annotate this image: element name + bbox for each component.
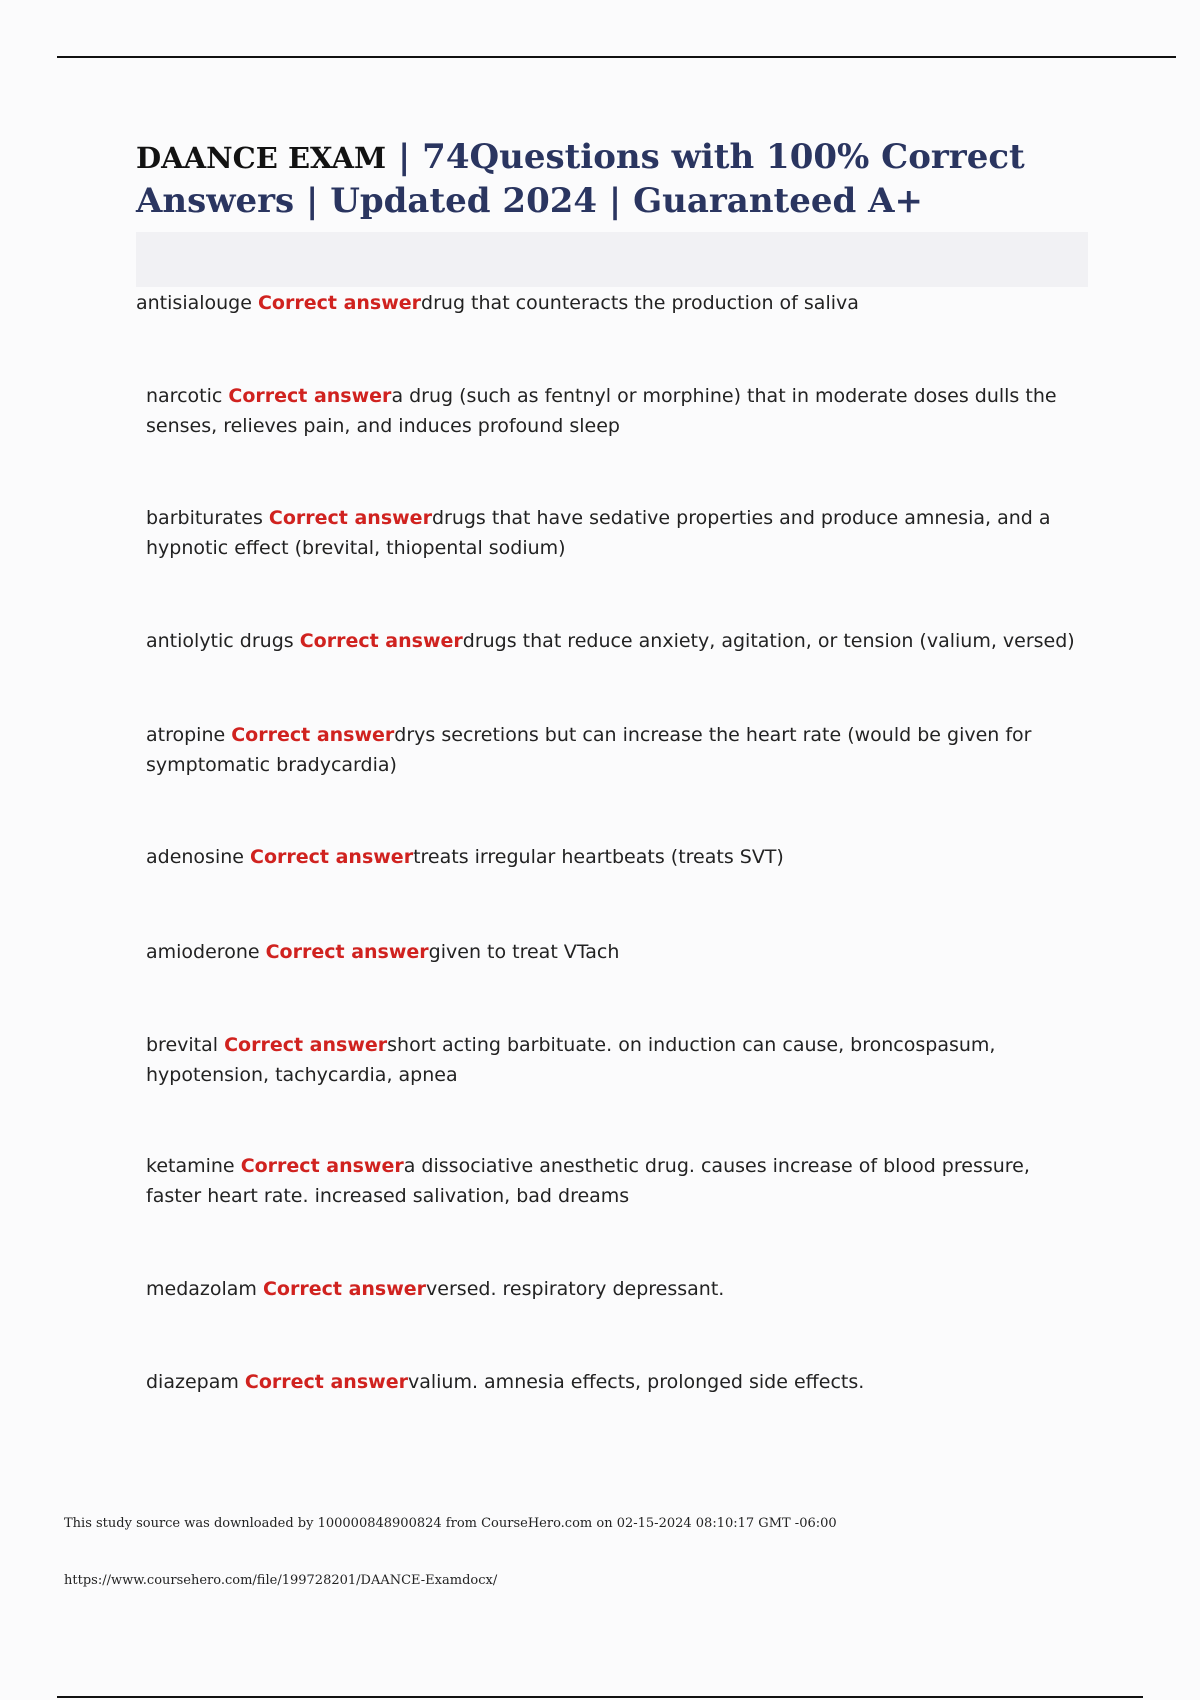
correct-answer-label: Correct answer — [224, 1034, 388, 1056]
title-rest: | 74Questions with 100% Correct Answers | Updated 2024 | Guaranteed A+ — [136, 137, 1025, 221]
qa-item: amioderone Correct answergiven to treat VTach — [146, 941, 620, 963]
source-url[interactable]: https://www.coursehero.com/file/199728201/DAANCE-Examdocx/ — [64, 1573, 498, 1588]
title-shade-band — [136, 232, 1088, 287]
qa-item: antisialouge Correct answerdrug that counteracts the production of saliva — [136, 292, 859, 314]
download-note: This study source was downloaded by 100000848900824 from CourseHero.com on 02-15-2024 08:10:17 GMT -06:00 — [64, 1516, 837, 1531]
correct-answer-label: Correct answer — [240, 1155, 404, 1177]
correct-answer-label: Correct answer — [262, 1278, 427, 1300]
correct-answer-label: Correct answer — [228, 385, 392, 407]
correct-answer-label: Correct answer — [231, 724, 395, 746]
top-rule — [57, 56, 1176, 58]
correct-answer-label: Correct answer — [299, 630, 463, 652]
qa-item: ketamine Correct answera dissociative anesthetic drug. causes increase of blood pressure, faster heart rate. increased salivation, bad dreams — [146, 1155, 1030, 1207]
correct-answer-label: Correct answer — [265, 941, 429, 963]
qa-item: atropine Correct answerdrys secretions but can increase the heart rate (would be given for symptomatic bradycardia) — [146, 724, 1032, 776]
qa-item: diazepam Correct answervalium. amnesia effects, prolonged side effects. — [146, 1371, 865, 1393]
correct-answer-label: Correct answer — [250, 846, 414, 868]
document-title — [136, 136, 1096, 223]
correct-answer-label: Correct answer — [268, 507, 432, 529]
qa-item: medazolam Correct answerversed. respiratory depressant. — [146, 1278, 725, 1300]
qa-item: narcotic Correct answera drug (such as fentnyl or morphine) that in moderate doses dulls the senses, relieves pain, and induces profound sleep — [146, 385, 1057, 437]
bottom-rule — [57, 1696, 1143, 1698]
correct-answer-label: Correct answer — [257, 292, 422, 314]
qa-item: barbiturates Correct answerdrugs that have sedative properties and produce amnesia, and a hypnotic effect (brevital, thiopental sodium) — [146, 507, 1051, 559]
qa-item: adenosine Correct answertreats irregular heartbeats (treats SVT) — [146, 846, 784, 868]
qa-item: brevital Correct answershort acting barbituate. on induction can cause, broncospasum, hypotension, tachycardia, apnea — [146, 1034, 996, 1086]
correct-answer-label: Correct answer — [244, 1371, 408, 1393]
qa-item: antiolytic drugs Correct answerdrugs that reduce anxiety, agitation, or tension (valium, versed) — [146, 630, 1075, 652]
title-lead: DAANCE EXAM — [136, 141, 387, 175]
